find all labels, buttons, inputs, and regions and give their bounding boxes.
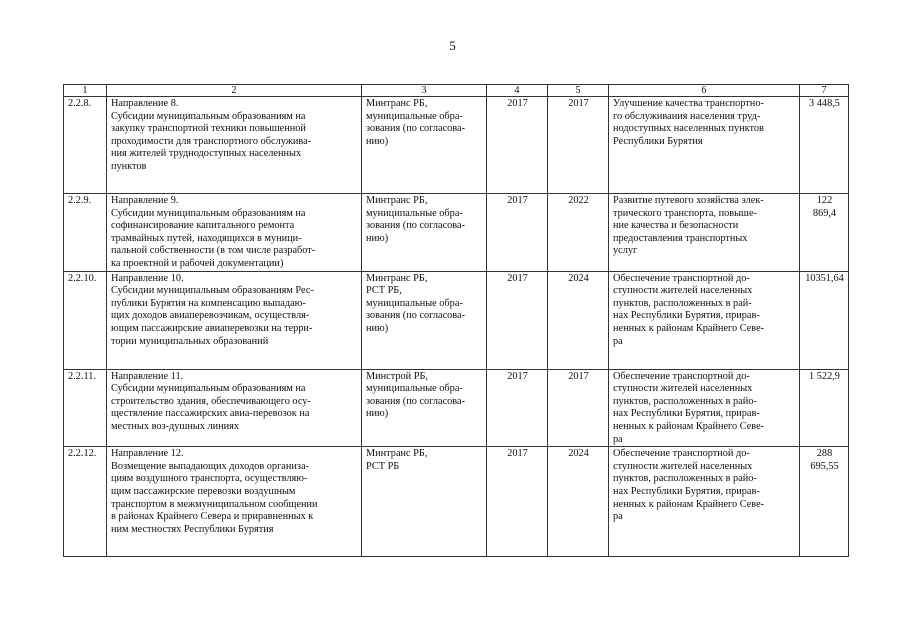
measure-cell-line: пунктов <box>111 160 147 172</box>
measure-cell-line: проходимости для транспортного обслужива- <box>111 135 312 147</box>
measure-cell-line: софинансирование капитального ремонта <box>111 220 295 232</box>
amount-cell: 288 695,55 <box>800 447 849 557</box>
measure-cell-line: закупку транспортной техники повышенной <box>111 123 306 135</box>
result-cell-line: нах Республики Бурятия, прирав- <box>613 485 760 497</box>
executor-cell-line: зования (по согласова- <box>366 123 466 135</box>
executor-cell <box>362 447 487 557</box>
result-cell-line: ра <box>613 433 623 445</box>
result-cell-line: пунктов, расположенных в райо- <box>613 395 757 407</box>
result-cell-line: нах Республики Бурятия, прирав- <box>613 408 760 420</box>
end-year-cell: 2022 <box>548 194 609 272</box>
executor-cell-line: нию) <box>366 408 389 420</box>
measure-cell-line: ним местностях Республики Бурятия <box>111 523 274 535</box>
end-year-cell: 2017 <box>548 97 609 194</box>
executor-cell-line: РСТ РБ <box>366 460 400 472</box>
measure-cell-line: местных воз-душных линиях <box>111 420 240 432</box>
executor-cell <box>362 194 487 272</box>
result-cell-line: ненных к районам Крайнего Севе- <box>613 322 765 334</box>
measure-cell-line: щим пассажирские перевозки воздушным <box>111 485 296 497</box>
start-year-cell: 2017 <box>487 369 548 447</box>
row-number-cell: 2.2.8. <box>64 97 107 194</box>
executor-cell-line: нию) <box>366 322 389 334</box>
table-row <box>64 369 849 447</box>
program-table <box>63 84 849 557</box>
column-header: 2 <box>107 85 362 97</box>
result-cell <box>609 194 800 272</box>
measure-cell-line: строительство здания, обеспечивающего осу- <box>111 395 311 407</box>
column-header: 7 <box>800 85 849 97</box>
result-cell <box>609 369 800 447</box>
measure-cell <box>107 369 362 447</box>
end-year-cell: 2017 <box>548 369 609 447</box>
amount-cell: 1 522,9 <box>800 369 849 447</box>
measure-cell-line: в районах Крайнего Севера и приравненных к <box>111 511 314 523</box>
measure-cell-line: транспортом в межмуниципальном сообщении <box>111 498 318 510</box>
result-cell-line: ра <box>613 511 623 523</box>
executor-cell-line: Минтранс РБ, <box>366 448 428 460</box>
measure-cell-line: Субсидии муниципальным образованиям на <box>111 207 306 219</box>
measure-cell <box>107 447 362 557</box>
result-cell-line: Развитие путевого хозяйства элек- <box>613 195 764 206</box>
executor-cell-line: Минстрой РБ, <box>366 370 428 382</box>
result-cell-line: Обеспечение транспортной до- <box>613 370 750 382</box>
measure-cell <box>107 194 362 272</box>
executor-cell-line: муниципальные обра- <box>366 297 463 309</box>
measure-cell-line: пальной собственности (в том числе разработ- <box>111 245 316 257</box>
executor-cell-line: зования (по согласова- <box>366 395 466 407</box>
result-cell-line: Обеспечение транспортной до- <box>613 448 750 460</box>
table-row <box>64 271 849 369</box>
amount-cell: 10351,64 <box>800 271 849 369</box>
measure-cell-line: Направление 12. <box>111 448 184 460</box>
measure-cell-line: ния жителей труднодоступных населенных <box>111 148 302 160</box>
executor-cell-line: нию) <box>366 135 389 147</box>
executor-cell-line: Минтранс РБ, <box>366 195 428 206</box>
measure-cell-line: тории муниципальных образований <box>111 335 269 347</box>
start-year-cell: 2017 <box>487 97 548 194</box>
table-body <box>64 97 849 557</box>
measure-cell <box>107 97 362 194</box>
row-number-cell: 2.2.11. <box>64 369 107 447</box>
executor-cell-line: муниципальные обра- <box>366 383 463 395</box>
measure-cell-line: Направление 9. <box>111 195 179 206</box>
measure-cell-line: Субсидии муниципальным образованиям Рес- <box>111 285 314 297</box>
result-cell-line: го обслуживания населения труд- <box>613 110 761 122</box>
column-header: 5 <box>548 85 609 97</box>
column-header: 6 <box>609 85 800 97</box>
executor-cell <box>362 271 487 369</box>
row-number-cell: 2.2.10. <box>64 271 107 369</box>
result-cell-line: ступности жителей населенных <box>613 383 753 395</box>
column-header: 1 <box>64 85 107 97</box>
result-cell-line: предоставления транспортных <box>613 232 748 244</box>
measure-cell-line: публики Бурятия на компенсацию выпадаю- <box>111 297 306 309</box>
start-year-cell: 2017 <box>487 447 548 557</box>
result-cell-line: ненных к районам Крайнего Севе- <box>613 420 765 432</box>
page-number: 5 <box>449 38 456 53</box>
result-cell-line: нодоступных населенных пунктов <box>613 123 764 135</box>
column-header: 4 <box>487 85 548 97</box>
measure-cell-line: циям воздушного транспорта, осуществляю- <box>111 473 308 485</box>
result-cell-line: ние качества и безопасности <box>613 220 739 232</box>
result-cell <box>609 271 800 369</box>
result-cell-line: ненных к районам Крайнего Севе- <box>613 498 765 510</box>
measure-cell-line: щих доходов авиаперевозчикам, осуществля- <box>111 310 310 322</box>
end-year-cell: 2024 <box>548 447 609 557</box>
executor-cell-line: зования (по согласова- <box>366 220 466 232</box>
end-year-cell: 2024 <box>548 271 609 369</box>
result-cell-line: ра <box>613 335 623 347</box>
result-cell-line: Обеспечение транспортной до- <box>613 272 750 284</box>
result-cell-line: пунктов, расположенных в райо- <box>613 473 757 485</box>
executor-cell-line: муниципальные обра- <box>366 207 463 219</box>
result-cell-line: ступности жителей населенных <box>613 460 753 472</box>
amount-cell: 122 869,4 <box>800 194 849 272</box>
measure-cell-line: ка проектной и рабочей документации) <box>111 257 284 269</box>
measure-cell-line: Субсидии муниципальным образованиям на <box>111 383 306 395</box>
result-cell <box>609 97 800 194</box>
row-number-cell: 2.2.9. <box>64 194 107 272</box>
result-cell-line: Улучшение качества транспортно- <box>613 98 764 109</box>
executor-cell <box>362 97 487 194</box>
executor-cell-line: Минтранс РБ, <box>366 272 428 284</box>
executor-cell-line: РСТ РБ, <box>366 285 402 297</box>
start-year-cell: 2017 <box>487 271 548 369</box>
measure-cell-line: ществление пассажирских авиа-перевозок на <box>111 408 310 420</box>
measure-cell-line: Направление 10. <box>111 272 184 284</box>
measure-cell-line: ющим пассажирские авиаперевозки на терри- <box>111 322 313 334</box>
result-cell-line: ступности жителей населенных <box>613 285 753 297</box>
header-row <box>64 85 849 97</box>
result-cell <box>609 447 800 557</box>
executor-cell-line: Минтранс РБ, <box>366 98 428 109</box>
measure-cell-line: трамвайных путей, находящихся в муници- <box>111 232 302 244</box>
table-row <box>64 447 849 557</box>
table-row <box>64 194 849 272</box>
measure-cell-line: Направление 8. <box>111 98 179 109</box>
measure-cell <box>107 271 362 369</box>
start-year-cell: 2017 <box>487 194 548 272</box>
executor-cell-line: нию) <box>366 232 389 244</box>
executor-cell-line: зования (по согласова- <box>366 310 466 322</box>
executor-cell-line: муниципальные обра- <box>366 110 463 122</box>
column-header: 3 <box>362 85 487 97</box>
measure-cell-line: Направление 11. <box>111 370 184 382</box>
row-number-cell: 2.2.12. <box>64 447 107 557</box>
result-cell-line: услуг <box>613 245 638 257</box>
table-row <box>64 97 849 194</box>
measure-cell-line: Возмещение выпадающих доходов организа- <box>111 460 309 472</box>
result-cell-line: нах Республики Бурятия, прирав- <box>613 310 760 322</box>
result-cell-line: пунктов, расположенных в рай- <box>613 297 752 309</box>
executor-cell <box>362 369 487 447</box>
measure-cell-line: Субсидии муниципальным образованиям на <box>111 110 306 122</box>
amount-cell: 3 448,5 <box>800 97 849 194</box>
result-cell-line: трического транспорта, повыше- <box>613 207 757 219</box>
result-cell-line: Республики Бурятия <box>613 135 703 147</box>
